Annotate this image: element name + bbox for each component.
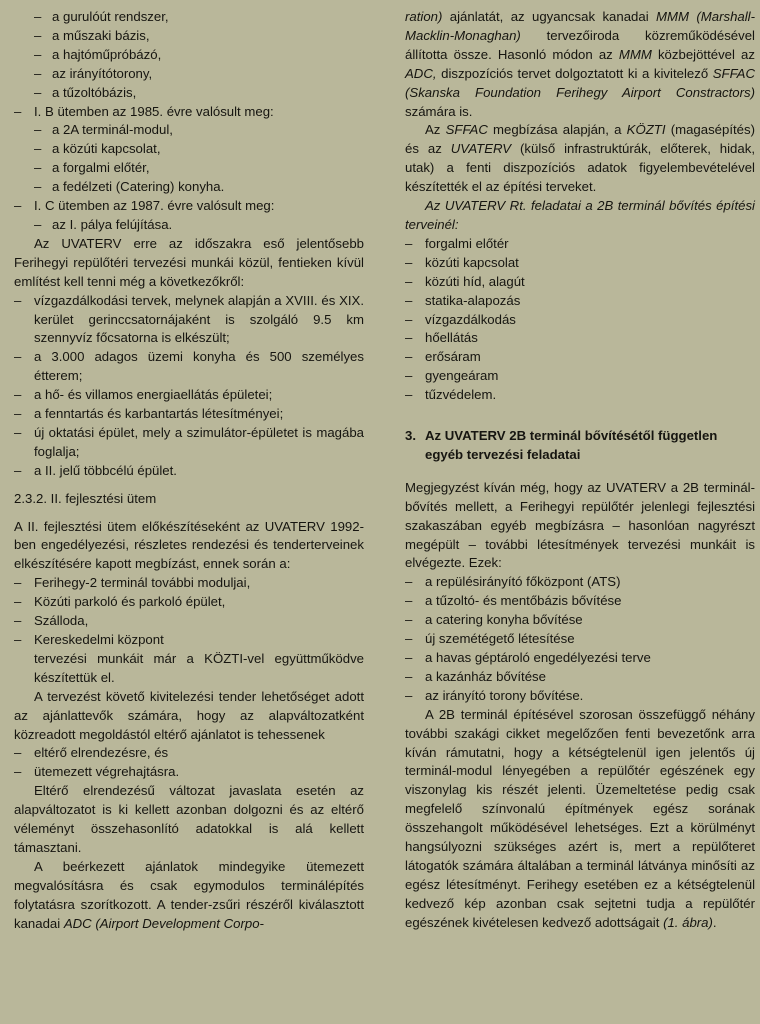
list-item: – a műszaki bázis, xyxy=(14,27,364,46)
bids-text: A beérkezett ajánlatok mindegyike ütemezett megvalósításra és csak egymodulos terminálépítés folytatásra szorítkozott. A tender-zsűri részéről kiválasztott kanadai xyxy=(14,858,364,931)
list-item: – erősáram xyxy=(405,348,755,367)
text-fragment: A 2B terminál építésével szorosan összefüggő néhány további szakági cikket megelőzően fenti bevezetőnk arra kíván rámutatni, hogy a kétségtelenül igen jelentős új terminál-modul lényegében a repülőtér egészének egy viszonylag kis részét jelenti. Üzemeltetése pedig csak megfelelő színvonalú építmények egész sorának összehangolt működésével lehetséges. Ezt a körülményt hangsúlyozni szükséges azért is, mert a repülőteret látogatók számára általában a terminál látványa minősíti az egész létesítményt. Ferihegy esetében ez a kétségtelenül kedvező kép azonban csak sejtetni tudja a repülőtér egészének kivételesen kedvező adottságait xyxy=(405,706,755,930)
final-paragraph xyxy=(405,706,755,933)
list-item: – a havas géptároló engedélyezési terve xyxy=(405,649,755,668)
bids-company: ADC (Airport Development Corpo- xyxy=(63,915,264,931)
list-item: – a repülésirányító főközpont (ATS) xyxy=(405,573,755,592)
italic-fragment: MMM (Marshall-Macklin-Monaghan) xyxy=(405,9,755,43)
section-3-heading xyxy=(405,427,755,465)
top-subitem-list xyxy=(14,8,364,103)
italic-fragment: SFFAC xyxy=(445,122,488,138)
italic-fragment: MMM xyxy=(618,46,652,62)
tender-list xyxy=(14,744,364,782)
list-item: – ütemezett végrehajtásra. xyxy=(14,763,364,782)
italic-fragment: UVATERV xyxy=(450,141,512,157)
text-fragment: (magasépítés) és az xyxy=(405,122,755,157)
list-item: – közúti kapcsolat xyxy=(405,254,755,273)
stage-c-list xyxy=(14,216,364,235)
section-3-number: 3. xyxy=(405,428,416,444)
list-item: – a gurulóút rendszer, xyxy=(14,8,364,27)
list-item: – eltérő elrendezésre, és xyxy=(14,744,364,763)
list-item: – új szemétégető létesítése xyxy=(405,630,755,649)
figure-reference: (1. ábra) xyxy=(663,914,713,930)
list-item: – a catering konyha bővítése xyxy=(405,611,755,630)
text-fragment: számára is. xyxy=(405,103,473,119)
right-column xyxy=(405,8,755,933)
development-list xyxy=(14,574,364,650)
list-item: – gyengeáram xyxy=(405,367,755,386)
text-fragment: Az xyxy=(425,122,446,138)
italic-fragment: ration) xyxy=(405,9,443,24)
list-item: – a II. jelű többcélú épület. xyxy=(14,462,364,481)
list-item: – új oktatási épület, mely a szimulátor-épületet is magába foglalja; xyxy=(14,424,364,462)
tasks-heading-text: Az UVATERV Rt. feladatai a 2B terminál bővítés építési terveinél: xyxy=(405,198,755,232)
tender-paragraph: A tervezést követő kivitelezési tender lehetőséget adott az ajánlattevők számára, hogy az alapváltozatként közreadott megoldástól eltérő ajánlatot is tehessenek xyxy=(14,688,364,742)
list-item: – Szálloda, xyxy=(14,612,364,631)
alternative-paragraph: Eltérő elrendezésű változat javaslata esetén az alapváltozatot is ki kellett azonban dolgozni és az eltérő véleményt összehasonlító adatokkal is alá kellett támasztani. xyxy=(14,783,364,855)
list-item: – a fenntartás és karbantartás létesítményei; xyxy=(14,405,364,424)
list-item: – a hajtóműpróbázó, xyxy=(14,46,364,65)
continuation-paragraph xyxy=(405,8,755,121)
section-heading: 2.3.2. II. fejlesztési ütem xyxy=(14,490,157,506)
works-list xyxy=(14,292,364,481)
stage-b-title: – I. B ütemben az 1985. évre valósult meg: xyxy=(14,103,364,122)
text-fragment: (külső infrastruktúrák, előterek, hidak, utak) a fenti diszpozíciós adatok figyelembevételével készítették el az építési terveket. xyxy=(405,141,755,195)
italic-fragment: KÖZTI xyxy=(626,122,666,138)
list-item: – az irányítótorony, xyxy=(14,65,364,84)
development-tail: tervezési munkáit már a KÖZTI-vel együttműködve készítettük el. xyxy=(34,650,364,685)
text-fragment: tervezőiroda közreműködésével állította össze. Hasonló módon az xyxy=(405,27,755,62)
list-item: – vízgazdálkodási tervek, melynek alapján a XVIII. és XIX. kerület gerinccsatornájaként is szolgáló 9.5 km szennyvíz főcsatorna is elkészült; xyxy=(14,292,364,349)
italic-fragment: SFFAC (Skanska Foundation Ferihegy Airport Constractors) xyxy=(405,65,755,100)
text-fragment: közbejöttével az xyxy=(651,46,755,62)
stage-b-list xyxy=(14,121,364,197)
other-projects-list xyxy=(405,573,755,705)
list-item: – tűzvédelem. xyxy=(405,386,755,405)
sffac-paragraph xyxy=(405,121,755,197)
section-paragraph: A II. fejlesztési ütem előkészítéseként az UVATERV 1992-ben engedélyezési, részletes rendezési és tenderterveinek elkészítésére kapott megbízást, ennek során a: xyxy=(14,518,364,572)
bids-paragraph xyxy=(14,858,364,934)
text-fragment: . xyxy=(712,914,717,930)
list-item: – Kereskedelmi központ xyxy=(14,631,364,650)
list-item: – statika-alapozás xyxy=(405,292,755,311)
italic-fragment: ADC, xyxy=(405,65,437,81)
list-item: – Ferihegy-2 terminál további moduljai, xyxy=(14,574,364,593)
tasks-heading xyxy=(405,197,755,235)
list-item: – a tűzoltó- és mentőbázis bővítése xyxy=(405,592,755,611)
list-item: – közúti híd, alagút xyxy=(405,273,755,292)
text-fragment: diszpozíciós tervet dolgoztatott ki a kivitelező xyxy=(436,65,713,81)
left-column xyxy=(14,8,364,934)
list-item: – a tűzoltóbázis, xyxy=(14,84,364,103)
list-item: – az I. pálya felújítása. xyxy=(14,216,364,235)
list-item: – a 3.000 adagos üzemi konyha és 500 személyes étterem; xyxy=(14,348,364,386)
list-item: – a 2A terminál-modul, xyxy=(14,121,364,140)
list-item: – a közúti kapcsolat, xyxy=(14,140,364,159)
stage-c-title: – I. C ütemben az 1987. évre valósult meg: xyxy=(14,197,364,216)
list-item: – a fedélzeti (Catering) konyha. xyxy=(14,178,364,197)
list-item: – a forgalmi előtér, xyxy=(14,159,364,178)
note-paragraph: Megjegyzést kíván még, hogy az UVATERV a 2B terminál-bővítés mellett, a Ferihegyi repülőtér jelenlegi fejlesztési szakaszában egyéb megbízásra – hasonlóan nagyrészt megépült – további létesítmények tervezési munkáit is elvégezte. Ezek: xyxy=(405,479,755,571)
list-item: – vízgazdálkodás xyxy=(405,311,755,330)
text-fragment: megbízása alapján, a xyxy=(487,122,627,138)
list-item: – Közúti parkoló és parkoló épület, xyxy=(14,593,364,612)
list-item: – hőellátás xyxy=(405,329,755,348)
tasks-list xyxy=(405,235,755,405)
text-fragment: ajánlatát, az ugyancsak kanadai xyxy=(442,9,657,24)
list-item: – a hő- és villamos energiaellátás épületei; xyxy=(14,386,364,405)
list-item: – a kazánház bővítése xyxy=(405,668,755,687)
list-item: – az irányító torony bővítése. xyxy=(405,687,755,706)
intro-paragraph: Az UVATERV erre az időszakra eső jelentősebb Ferihegyi repülőtéri tervezési munkái közül, fentieken kívül említést kell tenni még a következőkről: xyxy=(14,235,364,289)
list-item: – forgalmi előtér xyxy=(405,235,755,254)
section-3-title: Az UVATERV 2B terminál bővítésétől független egyéb tervezési feladatai xyxy=(425,428,718,462)
